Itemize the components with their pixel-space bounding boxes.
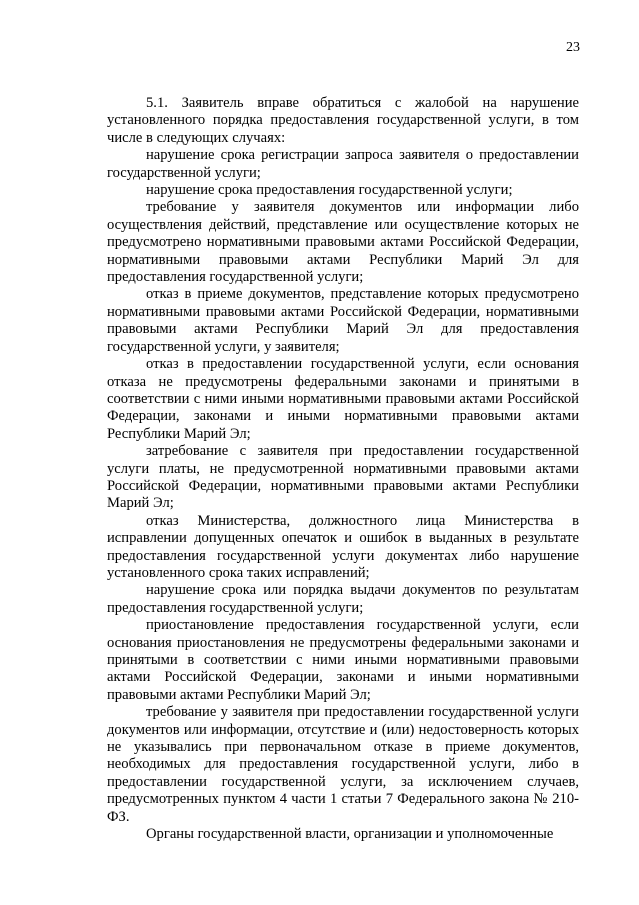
paragraph-service-suspension: приостановление предоставления государственной услуги, если основания приостановления не предусмотрены федеральными законами и принятыми в соответствии с ними иными нормативными правовыми актами Российской Федерации, законами и иными нормативными правовыми актами Республики Марий Эл;	[107, 617, 579, 703]
paragraph-service-deadline: нарушение срока предоставления государственной услуги;	[146, 182, 513, 199]
paragraph-correction-refusal: отказ Министерства, должностного лица Министерства в исправлении допущенных опечаток и ошибок в выданных в результате предоставления государственной услуги документах либо нарушение установленного срока таких исправлений;	[107, 512, 579, 581]
paragraph-authorities-continuation: Органы государственной власти, организации и уполномоченные	[146, 826, 554, 843]
page-number: 23	[566, 40, 580, 55]
paragraph-fee-demand: затребование с заявителя при предоставлении государственной услуги платы, не предусмотренной нормативными правовыми актами Российской Федерации, нормативными правовыми актами Республики Марий Эл;	[107, 443, 579, 512]
paragraph-issuance-violation: нарушение срока или порядка выдачи документов по результатам предоставления государственной услуги;	[107, 582, 579, 616]
paragraph-5-1-intro: 5.1. Заявитель вправе обратиться с жалобой на нарушение установленного порядка предоставления государственной услуги, в том числе в следующих случаях:	[107, 95, 579, 146]
paragraph-registration-deadline: нарушение срока регистрации запроса заявителя о предоставлении государственной услуги;	[107, 147, 579, 181]
paragraph-acceptance-refusal: отказ в приеме документов, представление которых предусмотрено нормативными правовыми актами Российской Федерации, нормативными правовыми актами Республики Марий Эл для предоставления государственной услуги, у заявителя;	[107, 286, 579, 355]
document-body	[107, 95, 579, 843]
paragraph-absent-documents: требование у заявителя при предоставлении государственной услуги документов или информации, отсутствие и (или) недостоверность которых не указывались при первоначальном отказе в приеме документов, необходимых для предоставления государственной услуги, либо в предоставлении государственной услуги, за исключением случаев, предусмотренных пунктом 4 части 1 статьи 7 Федерального закона № 210-ФЗ.	[107, 704, 579, 825]
paragraph-document-requirement: требование у заявителя документов или информации либо осуществления действий, представление или осуществление которых не предусмотрено нормативными правовыми актами Российской Федерации, нормативными правовыми актами Республики Марий Эл для предоставления государственной услуги;	[107, 199, 579, 286]
paragraph-service-refusal: отказ в предоставлении государственной услуги, если основания отказа не предусмотрены федеральными законами и принятыми в соответствии с ними иными нормативными правовыми актами Российской Федерации, законами и иными нормативными правовыми актами Республики Марий Эл;	[107, 356, 579, 442]
